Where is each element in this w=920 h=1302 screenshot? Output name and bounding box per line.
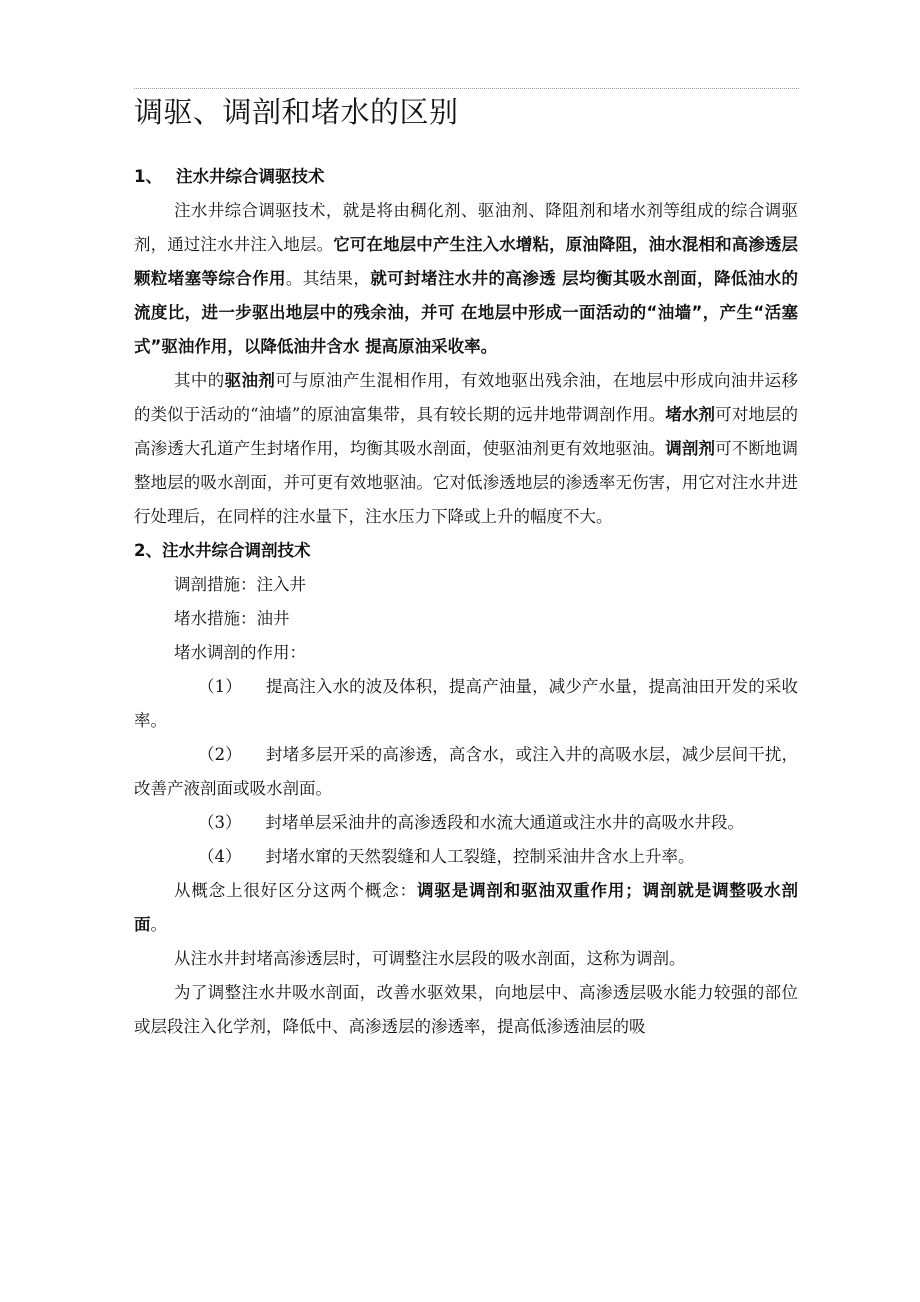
- seal-paragraph: 从注水井封堵高渗透层时，可调整注水层段的吸水剖面，这称为调剖。: [174, 949, 686, 968]
- measure-injection-well: 调剖措施：注入井: [174, 575, 306, 594]
- text-run: 可与原油产生混相作用，有效地驱出残余油，在地层中形成向油井运移的类似于活动的“油墙”的原油富集带，具有较长期的远井地带调剖作用。: [134, 371, 798, 424]
- bold-run: 调驱是调剖和驱油双重作用；调剖就是调整吸水剖面: [134, 881, 799, 934]
- item-number: （1）: [198, 677, 242, 696]
- text-run: 。其结果，: [285, 269, 371, 288]
- bold-run: 它可在地层中产生注入水增粘，原油降阻，油水混相和高渗透层颗粒堵塞等综合作用: [134, 235, 799, 288]
- bold-term-water-plugging-agent: 堵水剂: [665, 405, 716, 424]
- effect-item-2: [134, 738, 798, 806]
- item-text: 封堵单层采油井的高渗透段和水流大通道或注水井的高吸水井段。: [265, 813, 744, 832]
- text-run: 从概念上很好区分这两个概念：: [174, 881, 417, 900]
- section-2-heading: 2、注水井综合调剖技术: [134, 541, 311, 560]
- bold-term-profile-agent: 调剖剂: [665, 439, 716, 458]
- header-divider: [134, 88, 799, 89]
- bold-term-oil-displacer: 驱油剂: [224, 371, 276, 390]
- final-paragraph: 为了调整注水井吸水剖面，改善水驱效果，向地层中、高渗透层吸水能力较强的部位或层段注入化学剂，降低中、高渗透层的渗透率，提高低渗透油层的吸: [134, 983, 798, 1036]
- effects-label: 堵水调剖的作用：: [174, 643, 306, 662]
- text-run: 注水井综合调驱技术，就是将由稠化剂、驱油剂、降阻剂和堵水剂等组成的综合调驱剂，通过注水井注入地层。: [134, 201, 798, 254]
- text-run: 可不断地调整地层的吸水剖面，并可更有效地驱油。它对低渗透地层的渗透率无伤害，用它对注水井进行处理后，在同样的注水量下，注水压力下降或上升的幅度不大。: [134, 439, 799, 526]
- text-run: 其中的: [174, 371, 225, 390]
- item-number: （4）: [198, 847, 242, 866]
- page-title: 调驱、调剖和堵水的区别: [134, 95, 459, 129]
- bold-run: 就可封堵注水井的高渗透 层均衡其吸水剖面，降低油水的流度比，进一步驱出地层中的残余油，并可 在地层中形成一面活动的“油墙”，产生“活塞式”驱油作用，以降低油井含水 提高原油采收率。: [134, 269, 799, 356]
- item-number: （2）: [198, 745, 242, 764]
- section-1-paragraph-1: [134, 194, 798, 364]
- item-text: 封堵多层开采的高渗透，高含水，或注入井的高吸水层，减少层间干扰，改善产液剖面或吸水剖面。: [134, 745, 799, 798]
- item-text: 封堵水窜的天然裂缝和人工裂缝，控制采油井含水上升率。: [265, 847, 695, 866]
- text-run: 可对地层的高渗透大孔道产生封堵作用，均衡其吸水剖面，使驱油剂更有效地驱油。: [134, 405, 799, 458]
- document-body: [134, 160, 798, 1044]
- section-1-paragraph-2: [134, 364, 798, 534]
- section-1-title: 注水井综合调驱技术: [175, 167, 325, 186]
- effect-item-1: [134, 670, 798, 738]
- section-1-heading: [134, 160, 798, 194]
- concept-paragraph: [134, 874, 798, 942]
- effect-item-4: [134, 840, 798, 874]
- item-text: 提高注入水的波及体积，提高产油量，减少产水量，提高油田开发的采收率。: [134, 677, 799, 730]
- effect-item-3: [134, 806, 798, 840]
- text-run: 。: [150, 915, 167, 934]
- section-1-number: 1、: [134, 167, 162, 186]
- measure-oil-well: 堵水措施：油井: [174, 609, 290, 628]
- item-number: （3）: [198, 813, 242, 832]
